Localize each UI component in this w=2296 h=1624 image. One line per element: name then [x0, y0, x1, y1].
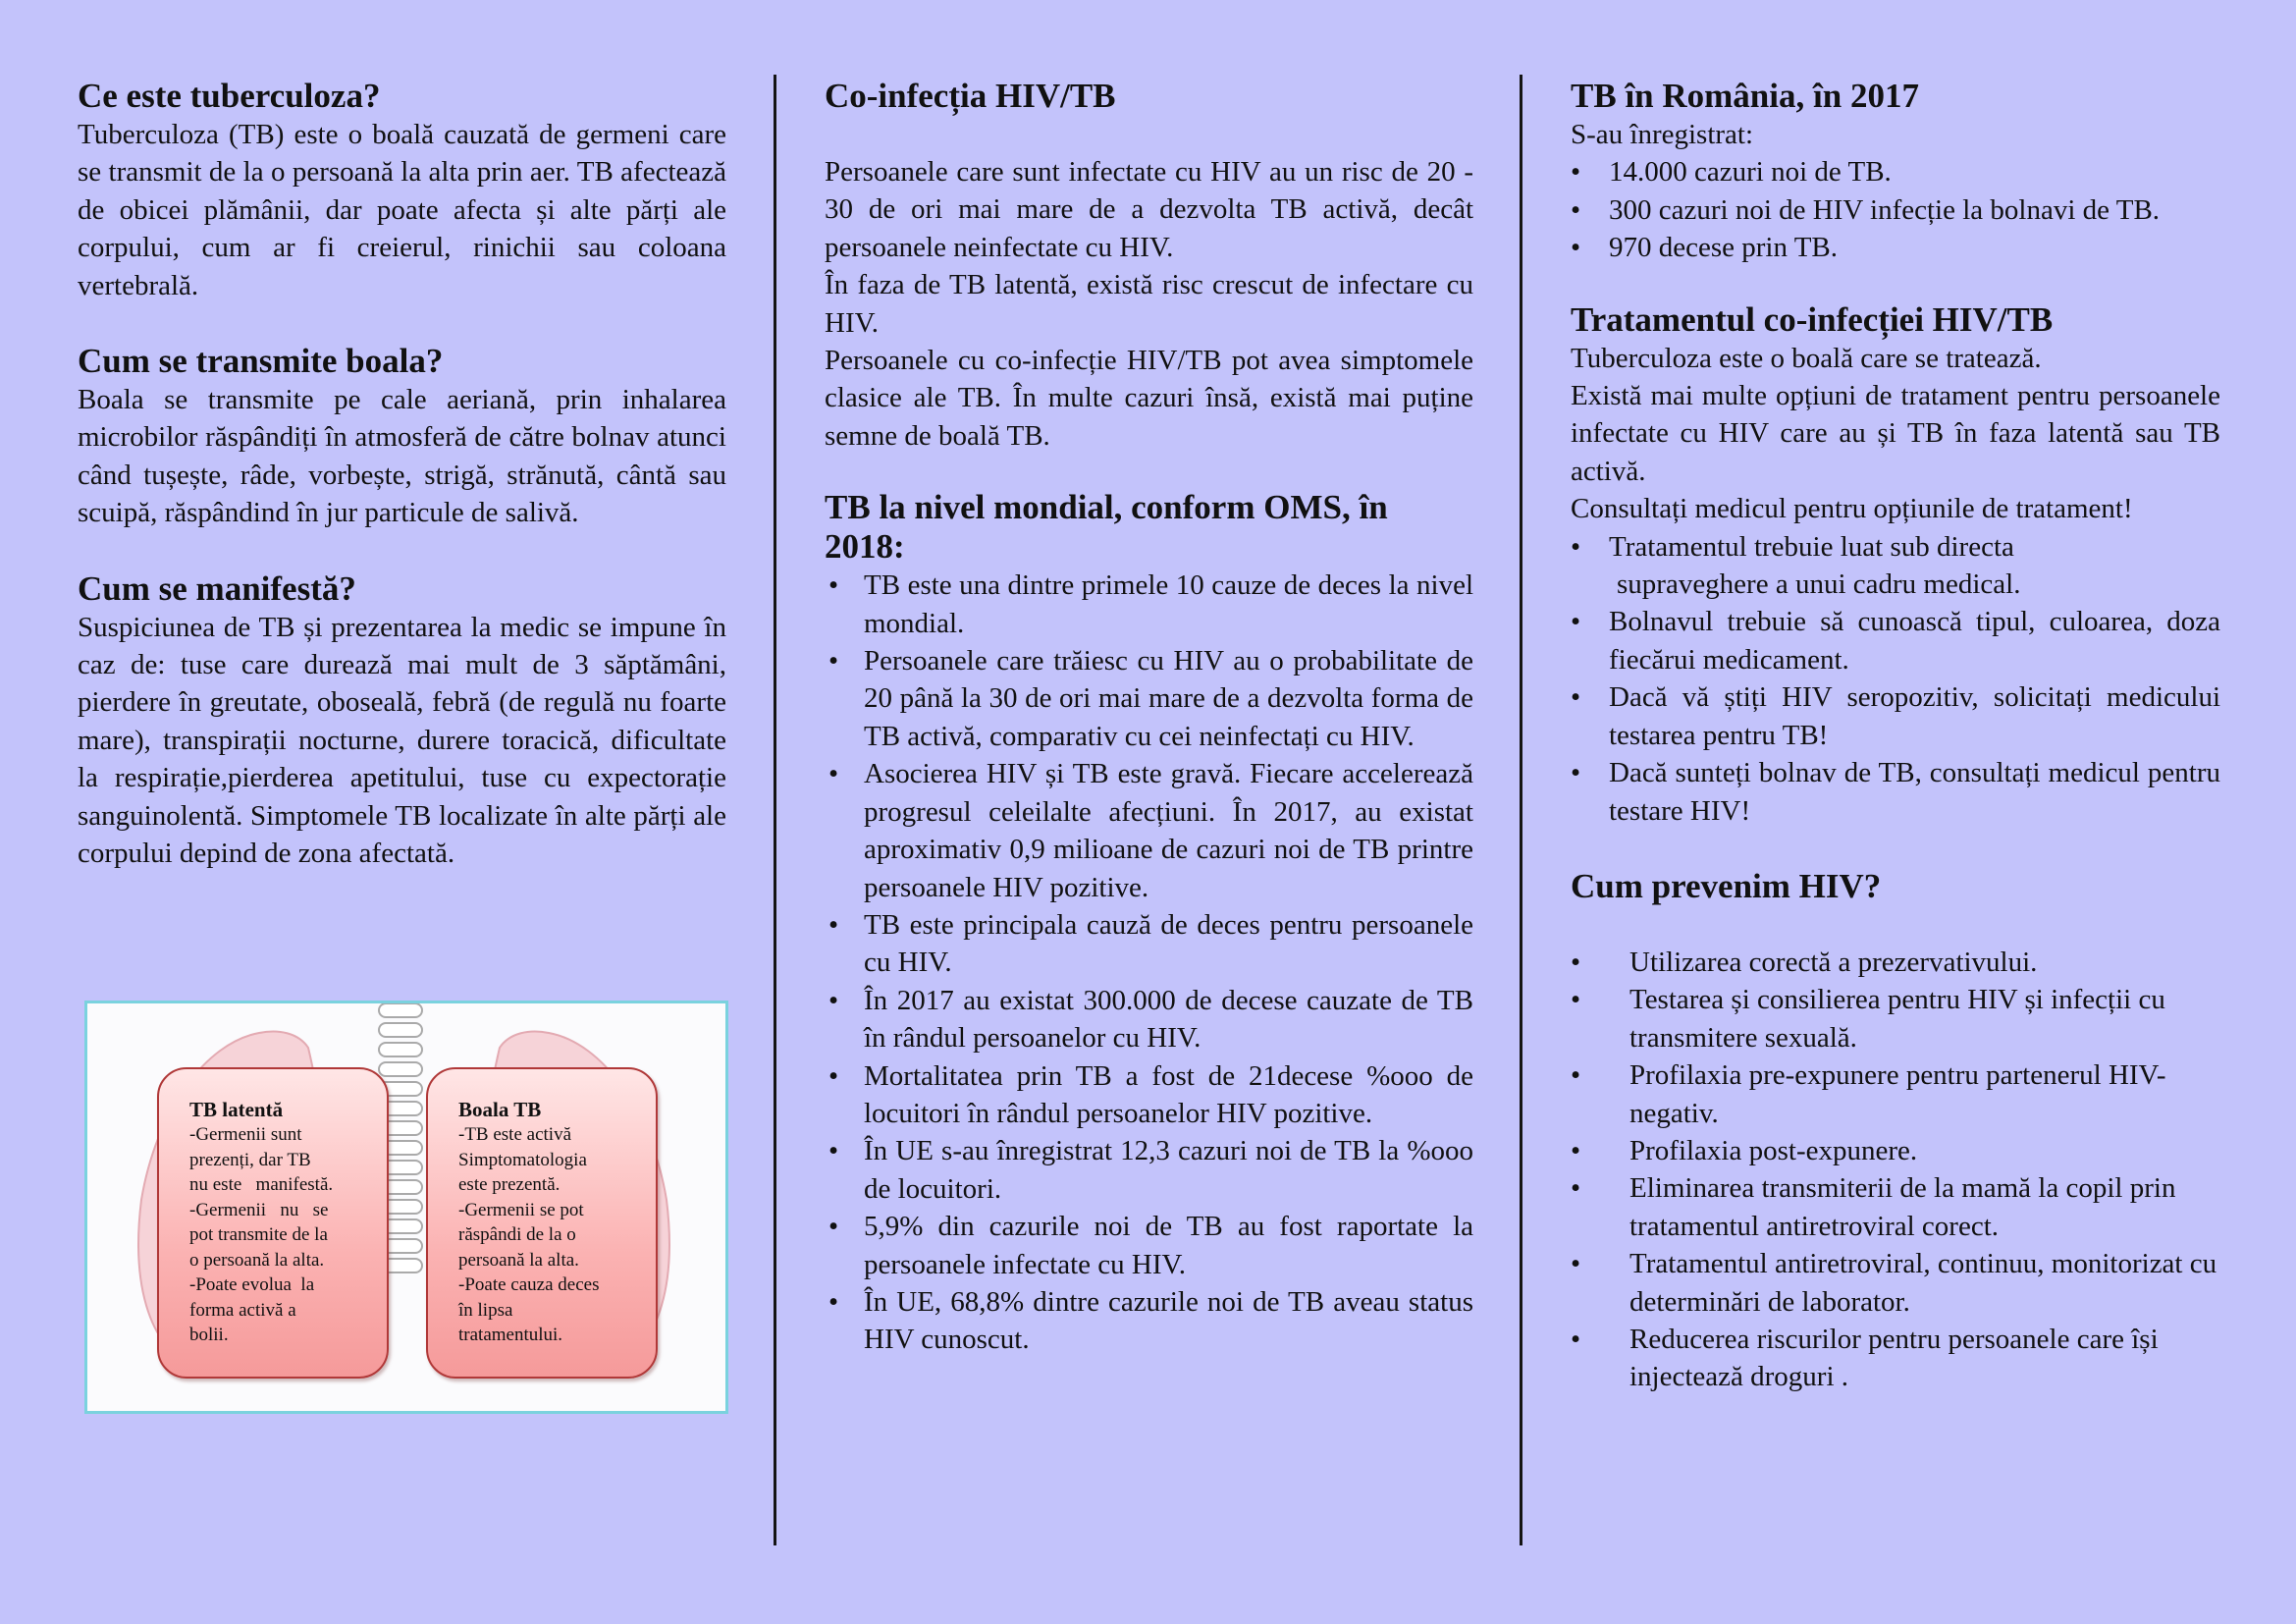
list-item: • Reducerea riscurilor pentru persoanele care își injectează droguri . [1571, 1321, 2220, 1396]
global-tb-list [825, 567, 1473, 1359]
active-tb-line: persoană la alta. [458, 1249, 579, 1271]
list-item: • În UE s-au înregistrat 12,3 cazuri noi de TB la %ooo de locuitori. [825, 1132, 1473, 1208]
heading-treatment: Tratamentul co-infecției HIV/TB [1571, 299, 2054, 339]
paragraph-transmission: Boala se transmite pe cale aeriană, prin inhalarea microbilor răspândiți în atmosferă de către bolnav atunci când tușește, râde, vorbește, strigă, strănută, cântă sau scuipă, răspândind în jur particule de salivă. [78, 384, 726, 529]
paragraph-consult-doctor: Consultați medicul pentru opțiunile de tratament! [1571, 493, 2133, 525]
list-item: • TB este principala cauză de deces pentru persoanele cu HIV. [825, 906, 1473, 982]
latent-tb-line: bolii. [189, 1325, 229, 1345]
latent-tb-line: -Germenii nu se [189, 1199, 329, 1220]
active-tb-line: -Germenii se pot [458, 1199, 584, 1220]
latent-tb-line: pot transmite de la [189, 1224, 328, 1245]
list-item: • Bolnavul trebuie să cunoască tipul, culoarea, doza fiecărui medicament. [1571, 603, 2220, 678]
heading-symptoms: Cum se manifestă? [78, 568, 356, 608]
list-item-text: Tratamentul trebuie luat sub directa [1609, 530, 2014, 563]
list-item: • Testarea și consilierea pentru HIV și infecții cu transmitere sexuală. [1571, 981, 2220, 1056]
active-tb-line: este prezentă. [458, 1174, 561, 1195]
latent-tb-line: -Germenii sunt [189, 1124, 302, 1145]
list-item: • Eliminarea transmiterii de la mamă la copil prin tratamentul antiretroviral corect. [1571, 1169, 2220, 1245]
list-item: • 970 decese prin TB. [1571, 229, 2220, 266]
paragraph-symptoms-coinfection: Persoanele cu co-infecție HIV/TB pot avea simptomele clasice ale TB. În multe cazuri însă, există mai puține semne de boală TB. [825, 345, 1473, 452]
latent-tb-line: nu este manifestă. [189, 1174, 334, 1195]
latent-tb-line: o persoană la alta. [189, 1249, 325, 1271]
list-item: • 14.000 cazuri noi de TB. [1571, 153, 2220, 190]
list-item: • În UE, 68,8% dintre cazurile noi de TB aveau status HIV cunoscut. [825, 1283, 1473, 1359]
latent-tb-line: forma activă a [189, 1299, 296, 1321]
list-item: • Mortalitatea prin TB a fost de 21decese %ooo de locuitori în rândul persoanelor HIV pozitive. [825, 1057, 1473, 1133]
active-tb-line: Simptomatologia [458, 1149, 587, 1170]
list-item [1571, 528, 2220, 604]
paragraph-registered: S-au înregistrat: [1571, 119, 1754, 150]
latent-tb-title: TB latentă [189, 1098, 284, 1121]
column-tuberculosis-info [78, 77, 726, 873]
list-item: • Dacă vă știți HIV seropozitiv, solicitați medicului testarea pentru TB! [1571, 678, 2220, 754]
list-item: • 5,9% din cazurile noi de TB au fost raportate la persoanele infectate cu HIV. [825, 1208, 1473, 1283]
paragraph-symptoms: Suspiciunea de TB și prezentarea la medic se impune în caz de: tuse care durează mai mult de 3 săptămâni, pierdere în greutate, oboseală, febră (de regulă nu foarte mare), transpirații nocturne, durere toracică, dificultate la respirație,pierderea apetitului, tuse cu expectorație sanguinolentă. Simptomele TB localizate în alte părți ale corpului depind de zona afectată. [78, 611, 726, 870]
paragraph-coinfection-risk: Persoanele care sunt infectate cu HIV au un risc de 20 - 30 de ori mai mare de a dezvolta TB activă, decât persoanele neinfectate cu HIV. [825, 156, 1473, 263]
romania-stats-list [1571, 153, 2220, 266]
list-item: • Persoanele care trăiesc cu HIV au o probabilitate de 20 până la 30 de ori mai mare de a dezvolta forma de TB activă, comparativ cu cei neinfectați cu HIV. [825, 642, 1473, 755]
heading-prevent-hiv: Cum prevenim HIV? [1571, 866, 1882, 905]
paragraph-latent-risk: În faza de TB latentă, există risc crescut de infectare cu HIV. [825, 269, 1473, 339]
active-tb-box [426, 1067, 658, 1379]
list-item: • Asocierea HIV și TB este gravă. Fiecare accelerează progresul celeilalte afecțiuni. În 2017, au existat aproximativ 0,9 milioane de cazuri noi de TB printre persoanele HIV pozitive. [825, 755, 1473, 906]
treatment-list [1571, 528, 2220, 830]
list-item: • Tratamentul antiretroviral, continuu, monitorizat cu determinări de laborator. [1571, 1245, 2220, 1321]
column-coinfection [825, 77, 1473, 1359]
list-item: • 300 cazuri noi de HIV infecție la bolnavi de TB. [1571, 191, 2220, 229]
paragraph-treatment-options: Există mai multe opțiuni de tratament pentru persoanele infectate cu HIV care au și TB în faza latentă sau TB activă. [1571, 380, 2220, 487]
list-item: • Profilaxia pre-expunere pentru partenerul HIV-negativ. [1571, 1056, 2220, 1132]
list-item: • TB este una dintre primele 10 cauze de deces la nivel mondial. [825, 567, 1473, 642]
active-tb-line: -Poate cauza deces [458, 1274, 600, 1295]
list-item: • Utilizarea corectă a prezervativului. [1571, 944, 2220, 981]
list-item: • În 2017 au existat 300.000 de decese cauzate de TB în rândul persoanelor cu HIV. [825, 982, 1473, 1057]
heading-coinfection: Co-infecția HIV/TB [825, 77, 1116, 115]
lungs-figure [84, 1001, 728, 1414]
latent-tb-line: -Poate evolua la [189, 1274, 315, 1295]
prevention-list [1571, 944, 2220, 1396]
paragraph-what-is-tb: Tuberculoza (TB) este o boală cauzată de germeni care se transmit de la o persoană la alta prin aer. TB afectează de obicei plămânii, dar poate afecta și alte părți ale corpului, cum ar fi creierul, rinichii sau coloana vertebrală. [78, 119, 726, 301]
paragraph-treatable: Tuberculoza este o boală care se tratează. [1571, 342, 2042, 374]
column-divider [774, 75, 776, 1545]
list-item: • Dacă sunteți bolnav de TB, consultați medicul pentru testare HIV! [1571, 754, 2220, 830]
active-tb-title: Boala TB [458, 1098, 542, 1121]
active-tb-line: răspândi de la o [458, 1224, 576, 1245]
list-item-text: supraveghere a unui cadru medical. [1617, 568, 2021, 601]
heading-transmission: Cum se transmite boala? [78, 342, 444, 381]
latent-tb-line: prezenți, dar TB [189, 1149, 311, 1170]
heading-tb-romania: TB în România, în 2017 [1571, 77, 1919, 115]
active-tb-line: -TB este activă [458, 1124, 572, 1145]
list-item: • Profilaxia post-expunere. [1571, 1132, 2220, 1169]
latent-tb-box [157, 1067, 389, 1379]
column-divider [1520, 75, 1522, 1545]
heading-what-is-tb: Ce este tuberculoza? [78, 77, 381, 115]
heading-global-tb: TB la nivel mondial, conform OMS, în 2018: [825, 488, 1388, 567]
column-romania-treatment [1571, 77, 2220, 1396]
active-tb-line: tratamentului. [458, 1325, 563, 1345]
active-tb-line: în lipsa [458, 1299, 513, 1321]
